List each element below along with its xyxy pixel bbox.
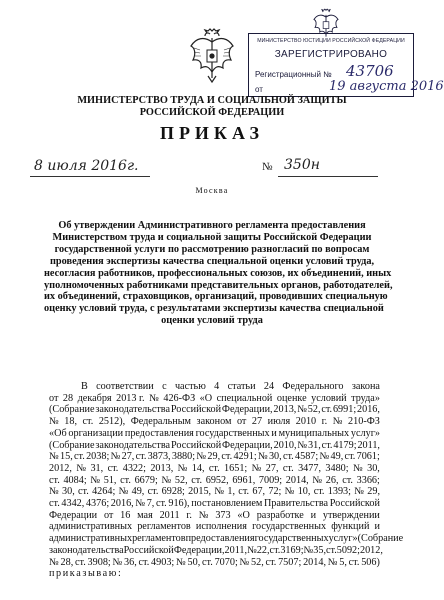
body-word: 1393; [327, 486, 351, 498]
body-word: 4084; [63, 474, 87, 486]
body-word: № [49, 486, 59, 498]
title-line: оценку условий труда, с результатами экспертизы качества специальной [44, 303, 384, 315]
body-line [49, 486, 380, 498]
body-word: 4903; [151, 556, 175, 568]
ministry-country: РОССИЙСКОЙ ФЕДЕРАЦИИ [139, 107, 285, 118]
body-word: ст. [342, 474, 353, 486]
body-line [49, 521, 380, 533]
document-body [49, 381, 404, 580]
body-line [49, 475, 380, 487]
body-word: ст. [326, 544, 337, 556]
body-word: государственных [252, 521, 327, 533]
body-word: постановлением [191, 498, 263, 510]
body-word: 2012, [49, 462, 72, 474]
body-word: 31, [90, 462, 104, 474]
body-word: № [247, 544, 257, 556]
body-word: ст. [120, 474, 131, 486]
body-word: регламентов [137, 521, 191, 533]
body-word: 2013 г. [116, 392, 145, 404]
body-word: 15, [60, 451, 73, 463]
body-word: оценке [276, 392, 307, 404]
body-word: № [49, 556, 59, 568]
title-line: их объединений, страховщиков, организаций, проводивших специальную [44, 291, 388, 303]
body-word: 3908; [87, 556, 111, 568]
body-word: Федерации [49, 509, 98, 521]
body-word: «Об [49, 427, 67, 439]
body-word: государственных [195, 427, 270, 439]
number-underline [278, 176, 378, 177]
body-word: 27, [265, 462, 279, 474]
body-word: № [196, 451, 207, 463]
body-word: 916), [168, 498, 190, 510]
body-word: мая [137, 509, 153, 521]
body-word: № [352, 462, 363, 474]
body-word: ст. [107, 462, 119, 474]
body-word: ст. [49, 498, 60, 510]
body-word: (Собрание [49, 404, 95, 416]
body-word: 2512), [98, 416, 126, 428]
body-word: 26, [325, 474, 339, 486]
body-word: ст. [321, 404, 333, 416]
body-word: Российской [329, 498, 380, 510]
body-word: ст. [265, 556, 277, 568]
body-word: ст. [49, 474, 60, 486]
body-word: ст. [313, 486, 325, 498]
body-word: 29, [207, 451, 221, 463]
body-word: 2010 [295, 416, 317, 428]
body-word: регламентов [132, 533, 186, 545]
body-word: 2011, [357, 439, 380, 451]
body-word: «О [237, 509, 250, 521]
stamp-reg-number: 43706 [346, 62, 394, 80]
ministry-name: МИНИСТЕРСТВО ТРУДА И СОЦИАЛЬНОЙ ЗАЩИТЫ [77, 95, 347, 106]
body-word: 30, [367, 462, 380, 474]
body-word: № [239, 556, 250, 568]
body-word: № [257, 451, 268, 463]
body-word: специальной [216, 392, 273, 404]
body-word: предоставления [124, 427, 194, 439]
body-word: 28, [60, 556, 74, 568]
body-word: № [284, 486, 295, 498]
body-word: Российской [170, 439, 222, 451]
body-line [49, 428, 380, 440]
body-word: 51, [103, 474, 117, 486]
body-word: № [118, 486, 129, 498]
body-word: организации [68, 427, 124, 439]
body-word: 1651; [224, 462, 248, 474]
body-word: Федерального [282, 381, 344, 392]
body-word: 6952, [205, 474, 229, 486]
title-line: проведения экспертизы качества специальной оценки условий труда, [49, 255, 375, 267]
body-word: г. [186, 509, 192, 521]
city: Москва [195, 186, 229, 195]
body-word: Федерации, [173, 544, 225, 556]
body-line [49, 463, 380, 475]
body-word: от [103, 509, 114, 521]
body-word: законодательства [49, 544, 124, 556]
body-word: 2010, [273, 439, 297, 451]
body-word: и [271, 427, 277, 439]
body-word: 29, [367, 486, 380, 498]
body-word: соответствии [96, 381, 154, 392]
body-word: 72; [268, 486, 282, 498]
body-word: 2011, [224, 544, 248, 556]
body-word: № [177, 462, 188, 474]
stamp-title: ЗАРЕГИСТРИРОВАНО [274, 49, 388, 60]
body-word: 210-ФЗ [348, 416, 380, 428]
body-word: 4322; [122, 462, 146, 474]
body-word: от [49, 392, 59, 404]
body-word: 49, [131, 486, 145, 498]
body-word: 24 [263, 381, 275, 392]
body-word: 7061; [356, 451, 380, 463]
body-word: 2014, [303, 556, 326, 568]
title-line: Об утверждении Административного регламента предоставления [58, 220, 366, 231]
body-line [49, 533, 404, 545]
title-line: оценки условий труда [161, 315, 263, 327]
body-word: и [374, 521, 380, 533]
body-word: № [176, 556, 186, 568]
body-word: 6928; [161, 486, 185, 498]
body-word: № [49, 416, 59, 428]
body-word: законодательства [95, 404, 170, 416]
body-word: Российской [170, 404, 222, 416]
body-word: ст. [282, 462, 294, 474]
body-line [49, 393, 380, 405]
body-word: 7, [146, 498, 155, 510]
body-word: 28 [62, 392, 74, 404]
body-word: № [76, 462, 87, 474]
body-line [49, 416, 380, 428]
body-word: В [81, 381, 88, 392]
body-word: 4264; [92, 486, 116, 498]
registration-stamp [248, 33, 444, 97]
body-word: № [149, 392, 159, 404]
title-line: Министерством труда и социальной защиты Российской Федерации [52, 231, 372, 243]
body-word: 426-ФЗ [163, 392, 196, 404]
body-word: 3880; [171, 451, 196, 463]
body-word: разработке [256, 509, 304, 521]
order-date: 8 июля 2016г. [34, 158, 139, 174]
body-word: № [49, 451, 59, 463]
body-word: ст. [78, 486, 89, 498]
body-word: 7009; [258, 474, 283, 486]
body-word: исполнения [195, 521, 247, 533]
body-word: 2016, [110, 498, 134, 510]
coat-of-arms-icon [188, 28, 236, 84]
body-word: законодательства [95, 439, 171, 451]
body-word: (Собрание [49, 439, 95, 451]
body-word: 2012, [359, 544, 383, 556]
body-word: от [236, 416, 247, 428]
body-word: ст. [135, 451, 147, 463]
body-word: 6991; [332, 404, 357, 416]
body-word: 52, [174, 474, 188, 486]
body-line [49, 557, 380, 569]
body-word: 35, [313, 544, 326, 556]
body-word: закона [351, 381, 380, 392]
document-title [44, 220, 393, 327]
body-word: Федеральным [130, 416, 192, 428]
body-word: ст. [147, 486, 159, 498]
body-word: № [198, 509, 209, 521]
body-word: № [303, 544, 314, 556]
body-line [49, 510, 380, 522]
body-line [49, 544, 383, 557]
body-word: ст. [282, 451, 294, 463]
body-word: № [161, 474, 172, 486]
body-word: 5, [339, 556, 347, 568]
body-word: 3477, [298, 462, 321, 474]
title-line: уполномоченных работниками представительных органов, работодателей, [44, 279, 393, 291]
body-word: «О [199, 392, 213, 404]
title-line: государственной услуги по рассмотрению разногласий по вопросам [54, 243, 370, 255]
body-word: ст. [155, 498, 167, 510]
body-word: Федерации, [221, 404, 273, 416]
body-word: 4179; [333, 439, 357, 451]
body-word: ст. [344, 451, 356, 463]
body-word: ст. [238, 486, 250, 498]
number-sign: № [262, 161, 273, 173]
body-word: утверждении [322, 509, 380, 521]
body-word: № [214, 486, 225, 498]
body-word: труда» [351, 392, 380, 404]
body-word: Правительства [263, 498, 329, 510]
body-line [49, 498, 380, 510]
body-word: № [319, 451, 330, 463]
body-word: ст. [191, 474, 203, 486]
body-word: 52, [251, 556, 264, 568]
stamp-reg-label: Регистрационный № [255, 70, 332, 79]
body-word: № [135, 498, 146, 510]
body-word: 6961, [232, 474, 256, 486]
body-line [49, 404, 380, 416]
body-word: 3366; [356, 474, 380, 486]
body-word: 2016, [357, 404, 380, 416]
body-word: 2014, [285, 474, 309, 486]
body-word: (Собрание [357, 533, 404, 545]
body-word: ст. [221, 451, 233, 463]
body-word: услуг» [328, 533, 358, 545]
stamp-ministry: МИНИСТЕРСТВО ЮСТИЦИИ РОССИЙСКОЙ ФЕДЕРАЦИИ [257, 38, 405, 44]
body-line [49, 381, 380, 393]
body-word: 22, [256, 544, 270, 556]
body-word: Российской [123, 544, 174, 556]
body-word: 4291; [233, 451, 257, 463]
order-number: 350н [284, 157, 320, 173]
body-word: статьи [227, 381, 256, 392]
body-word: № [332, 416, 343, 428]
body-word: 2038; [86, 451, 110, 463]
body-word: ст. [269, 544, 281, 556]
body-word: 7070; [214, 556, 238, 568]
body-word: № [110, 451, 121, 463]
body-word: 4587; [295, 451, 319, 463]
title-line: несогласия работников, профессиональных союзов, их объединений, иных [44, 267, 392, 279]
body-word: Федерации, [222, 439, 273, 451]
body-word: 30, [62, 486, 75, 498]
body-word: приказываю: [49, 568, 123, 580]
body-word: 18, [64, 416, 77, 428]
body-word: услуг» [350, 427, 380, 439]
body-word: 2015, [188, 486, 212, 498]
body-word: 2013, [273, 404, 297, 416]
body-word: 10, [297, 486, 311, 498]
body-word: декабря [77, 392, 112, 404]
body-word: 30, [268, 451, 282, 463]
body-word: 4376; [85, 498, 110, 510]
body-word: ст. [82, 416, 94, 428]
body-word: 5092; [336, 544, 360, 556]
body-word: 52, [307, 404, 321, 416]
body-word: № [327, 556, 338, 568]
body-word: ст. [202, 556, 213, 568]
body-word: 31, [308, 439, 321, 451]
body-word: № [112, 556, 123, 568]
stamp-date: 19 августа 2016 [329, 79, 444, 94]
body-word: 373 [215, 509, 231, 521]
body-word: ст. [321, 439, 333, 451]
body-word: 27, [121, 451, 135, 463]
body-word: государственных [254, 533, 329, 545]
body-word: июля [267, 416, 291, 428]
body-line [49, 451, 380, 463]
body-line [49, 568, 380, 580]
body-word: ст. [74, 451, 85, 463]
date-underline [30, 176, 150, 177]
body-word: ст. [75, 556, 86, 568]
body-word: 3480; [325, 462, 349, 474]
body-word: с [162, 381, 167, 392]
body-word: 4 [214, 381, 220, 392]
body-word: ст. [138, 556, 150, 568]
body-word: 506) [361, 556, 380, 568]
body-word: 27 [251, 416, 263, 428]
body-word: 2013, [150, 462, 174, 474]
body-word: законом [196, 416, 232, 428]
doc-type-heading: ПРИКАЗ [159, 123, 265, 143]
body-word: муниципальных [278, 427, 350, 439]
stamp-date-prefix: от [255, 85, 263, 94]
body-word: № [354, 486, 364, 498]
body-word: 7507; [278, 556, 302, 568]
body-word: № [90, 474, 101, 486]
body-word: 1, [227, 486, 236, 498]
body-word: № [312, 474, 323, 486]
body-word: г. [321, 416, 328, 428]
body-word: административных [49, 521, 133, 533]
body-word: 4342, [61, 498, 85, 510]
body-word: 6679; [134, 474, 158, 486]
body-word: функций [331, 521, 370, 533]
body-word: 16 [120, 509, 131, 521]
body-word: частью [174, 381, 206, 392]
body-word: ст. [208, 462, 220, 474]
body-word: и [310, 509, 317, 521]
body-word: 50, [187, 556, 201, 568]
body-word: № [297, 439, 308, 451]
body-word: 14, [191, 462, 205, 474]
body-word: 3873, [147, 451, 171, 463]
body-word: 36, [124, 556, 137, 568]
body-word: 2011 [159, 509, 180, 521]
body-word: ст. [348, 556, 360, 568]
body-word: 67, [252, 486, 266, 498]
body-word: 3169; [280, 544, 304, 556]
body-word: административных [49, 533, 133, 545]
body-word: предоставления [185, 533, 255, 545]
body-line [49, 440, 380, 452]
body-word: условий [311, 392, 347, 404]
body-word: № [297, 404, 307, 416]
body-word: № [251, 462, 262, 474]
body-word: 49, [330, 451, 344, 463]
